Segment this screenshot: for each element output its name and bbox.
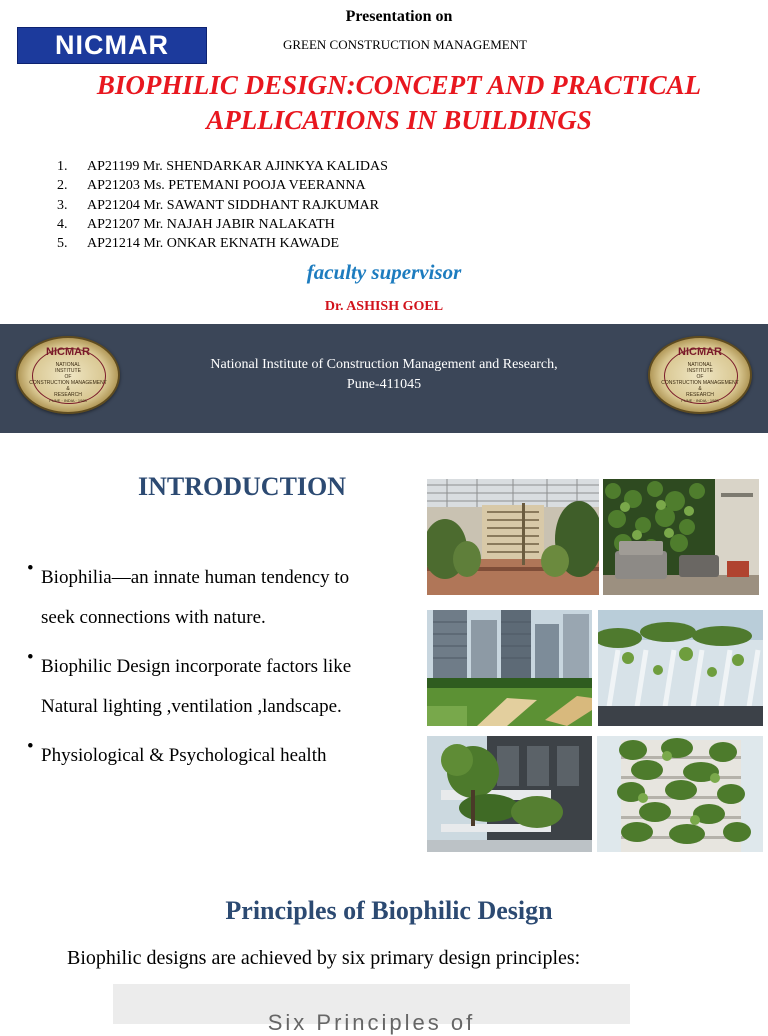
nicmar-logo-text: NICMAR [55, 30, 169, 60]
nicmar-seal-left [16, 336, 120, 414]
student-item [57, 215, 388, 234]
student-item [57, 196, 388, 215]
seal-footer: PUNE · INDIA · 1983 [49, 398, 87, 403]
institute-name: National Institute of Construction Management and Research, [210, 357, 558, 372]
title-slide [0, 0, 768, 433]
seal-footer: PUNE · INDIA · 1983 [681, 398, 719, 403]
student-number: 1. [57, 159, 68, 174]
bullet-icon: • [27, 647, 34, 668]
bullet-item: • Physiological & Psychological health [27, 736, 422, 776]
modern-building-trees-photo [427, 736, 592, 852]
seal-text: NATIONAL INSTITUTE OF CONSTRUCTION MANAGEMENT & RESEARCH [661, 362, 739, 398]
institute-city: Pune-411045 [346, 377, 422, 392]
introduction-bullets [27, 558, 422, 776]
seal-title: NICMAR [678, 346, 722, 358]
six-principles-graphic-title: Six Principles of [267, 1010, 476, 1035]
six-principles-graphic [113, 984, 630, 1035]
course-subtitle: GREEN CONSTRUCTION MANAGEMENT [282, 37, 528, 52]
rooftop-garden-photo [427, 610, 592, 726]
student-name: AP21204 Mr. SAWANT SIDDHANT RAJKUMAR [87, 197, 380, 213]
student-list [57, 157, 388, 253]
bullet-item: • Biophilia—an innate human tendency to seek connections with nature. [27, 558, 422, 638]
facade-greenery-photo [598, 610, 763, 726]
student-name: AP21207 Mr. NAJAH JABIR NALAKATH [87, 216, 335, 232]
student-item [57, 234, 388, 253]
introduction-heading: INTRODUCTION [138, 472, 347, 501]
faculty-supervisor-name: Dr. ASHISH GOEL [324, 299, 444, 314]
institute-address [120, 355, 648, 395]
green-wall-lounge-photo [603, 479, 759, 595]
student-name: AP21199 Mr. SHENDARKAR AJINKYA KALIDAS [87, 159, 388, 174]
student-name: AP21203 Ms. PETEMANI POOJA VEERANNA [87, 178, 366, 194]
bullet-icon: • [27, 736, 34, 757]
title-line-1: BIOPHILIC DESIGN:CONCEPT AND PRACTICAL [96, 70, 702, 100]
title-line-2: APLLICATIONS IN BUILDINGS [206, 105, 592, 135]
seal-title: NICMAR [46, 346, 90, 358]
atrium-photo [427, 479, 599, 595]
student-number: 2. [57, 178, 68, 194]
vertical-forest-photo [597, 736, 763, 852]
student-number: 3. [57, 197, 68, 213]
nicmar-logo [17, 27, 207, 64]
student-item [57, 176, 388, 195]
presentation-on-label: Presentation on [345, 8, 453, 25]
nicmar-seal-right [648, 336, 752, 414]
student-number: 4. [57, 216, 68, 232]
principles-intro-text: Biophilic designs are achieved by six primary design principles: [67, 947, 581, 969]
presentation-title [40, 68, 758, 138]
bullet-item: • Biophilic Design incorporate factors like Natural lighting ,ventilation ,landscape. [27, 647, 422, 727]
faculty-supervisor-label: faculty supervisor [306, 260, 462, 284]
student-number: 5. [57, 236, 68, 252]
principles-heading: Principles of Biophilic Design [225, 896, 553, 925]
student-item [57, 157, 388, 176]
student-name: AP21214 Mr. ONKAR EKNATH KAWADE [87, 236, 340, 252]
bullet-icon: • [27, 558, 34, 579]
seal-text: NATIONAL INSTITUTE OF CONSTRUCTION MANAGEMENT & RESEARCH [29, 362, 107, 398]
